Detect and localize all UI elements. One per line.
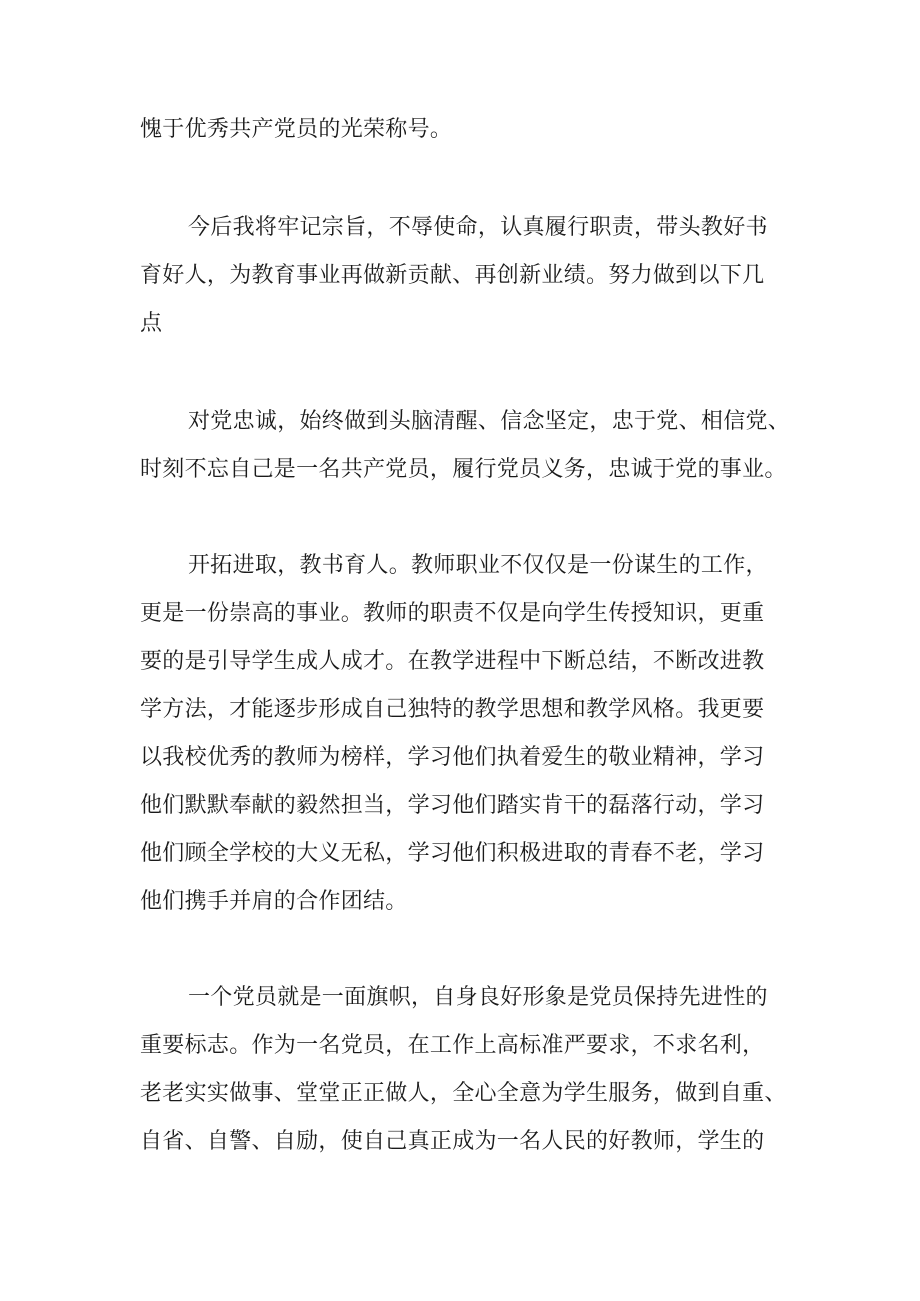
text-line: 以我校优秀的教师为榜样，学习他们执着爱生的敬业精神，学习 <box>140 745 765 770</box>
text-line: 自省、自警、自励，使自己真正成为一名人民的好教师，学生的 <box>140 1129 765 1154</box>
text-line: 老老实实做事、堂堂正正做人，全心全意为学生服务，做到自重、 <box>140 1081 787 1106</box>
text-line: 他们顾全学校的大义无私，学习他们积极进取的青春不老，学习 <box>140 841 765 866</box>
text-line: 重要标志。作为一名党员，在工作上高标准严要求，不求名利， <box>140 1033 765 1058</box>
paragraph-future-commitment <box>140 204 790 348</box>
text-line: 他们默默奉献的毅然担当，学习他们踏实肯干的磊落行动，学习 <box>140 793 765 818</box>
paragraph-teaching <box>140 542 790 926</box>
text-line: 学方法，才能逐步形成自己独特的教学思想和教学风格。我更要 <box>140 697 765 722</box>
paragraph-continuation <box>140 106 790 154</box>
text-line: 一个党员就是一面旗帜，自身良好形象是党员保持先进性的 <box>188 985 768 1010</box>
text-line: 育好人，为教育事业再做新贡献、再创新业绩。努力做到以下几 <box>140 263 765 288</box>
text-line: 他们携手并肩的合作团结。 <box>140 889 408 914</box>
text-line: 时刻不忘自己是一名共产党员，履行党员义务，忠诚于党的事业。 <box>140 457 787 482</box>
paragraph-party-banner <box>140 974 790 1166</box>
text-line: 对党忠诚，始终做到头脑清醒、信念坚定，忠于党、相信党、 <box>188 409 791 434</box>
text-line: 今后我将牢记宗旨，不辱使命，认真履行职责，带头教好书 <box>188 215 768 240</box>
text-line: 点 <box>140 311 163 336</box>
text-line: 愧于优秀共产党员的光荣称号。 <box>140 117 453 142</box>
text-line: 开拓进取，教书育人。教师职业不仅仅是一份谋生的工作， <box>188 553 768 578</box>
text-line: 要的是引导学生成人成才。在教学进程中下断总结，不断改进教 <box>140 649 765 674</box>
paragraph-loyalty <box>140 398 790 494</box>
text-line: 更是一份崇高的事业。教师的职责不仅是向学生传授知识，更重 <box>140 601 765 626</box>
